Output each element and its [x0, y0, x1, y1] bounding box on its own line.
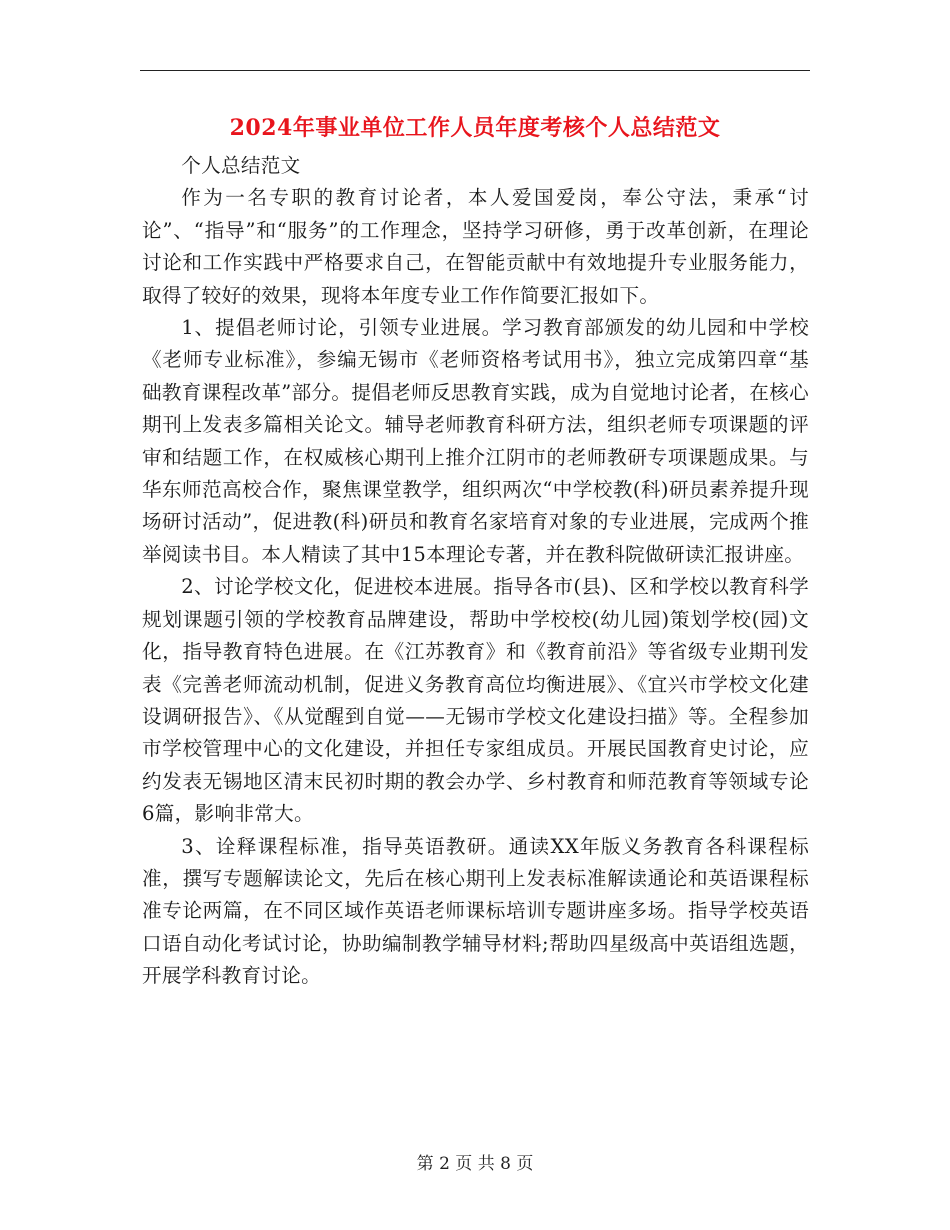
paragraph-heading: 个人总结范文 — [181, 154, 301, 177]
page-footer: 第 2 页 共 8 页 — [416, 1154, 534, 1174]
paragraph-section-2: 2、讨论学校文化，促进校本进展。指导各市(县)、区和学校以教育科学规划课题引领的学校教育品牌建设，帮助中学校校(幼儿园)策划学校(园)文化，指导教育特色进展。在《江苏教育》和《教育前沿》等省级专业期刊发表《完善老师流动机制，促进义务教育高位均衡进展》、《宜兴市学校文化建设调研报告》、《从觉醒到自觉——无锡市学校文化建设扫描》等。全程参加市学校管理中心的文化建设，并担任专家组成员。开展民国教育史讨论，应约发表无锡地区清末民初时期的教会办学、乡村教育和师范教育等领域专论6篇，影响非常大。 — [142, 575, 809, 826]
paragraph-intro: 作为一名专职的教育讨论者，本人爱国爱岗，奉公守法，秉承“讨论”、“指导”和“服务”的工作理念，坚持学习研修，勇于改革创新，在理论讨论和工作实践中严格要求自己，在智能贡献中有效地提升专业服务能力，取得了较好的效果，现将本年度专业工作作简要汇报如下。 — [142, 186, 809, 307]
paragraph-section-1: 1、提倡老师讨论，引领专业进展。学习教育部颁发的幼儿园和中学校《老师专业标准》，参编无锡市《老师资格考试用书》，独立完成第四章“基础教育课程改革”部分。提倡老师反思教育实践，成为自觉地讨论者，在核心期刊上发表多篇相关论文。辅导老师教育科研方法，组织老师专项课题的评审和结题工作，在权威核心期刊上推介江阴市的老师教研专项课题成果。与华东师范高校合作，聚焦课堂教学，组织两次“中学校教(科)研员素养提升现场研讨活动”，促进教(科)研员和教育名家培育对象的专业进展，完成两个推举阅读书目。本人精读了其中15本理论专著，并在教科院做研读汇报讲座。 — [142, 316, 809, 566]
document-body — [142, 150, 809, 993]
paragraph-section-3: 3、诠释课程标准，指导英语教研。通读XX年版义务教育各科课程标准，撰写专题解读论文，先后在核心期刊上发表标准解读通论和英语课程标准专论两篇，在不同区域作英语老师课标培训专题讲座多场。指导学校英语口语自动化考试讨论，协助编制教学辅导材料;帮助四星级高中英语组选题，开展学科教育讨论。 — [142, 834, 809, 988]
document-title: 2024年事业单位工作人员年度考核个人总结范文 — [229, 115, 721, 141]
header-rule — [140, 70, 810, 71]
